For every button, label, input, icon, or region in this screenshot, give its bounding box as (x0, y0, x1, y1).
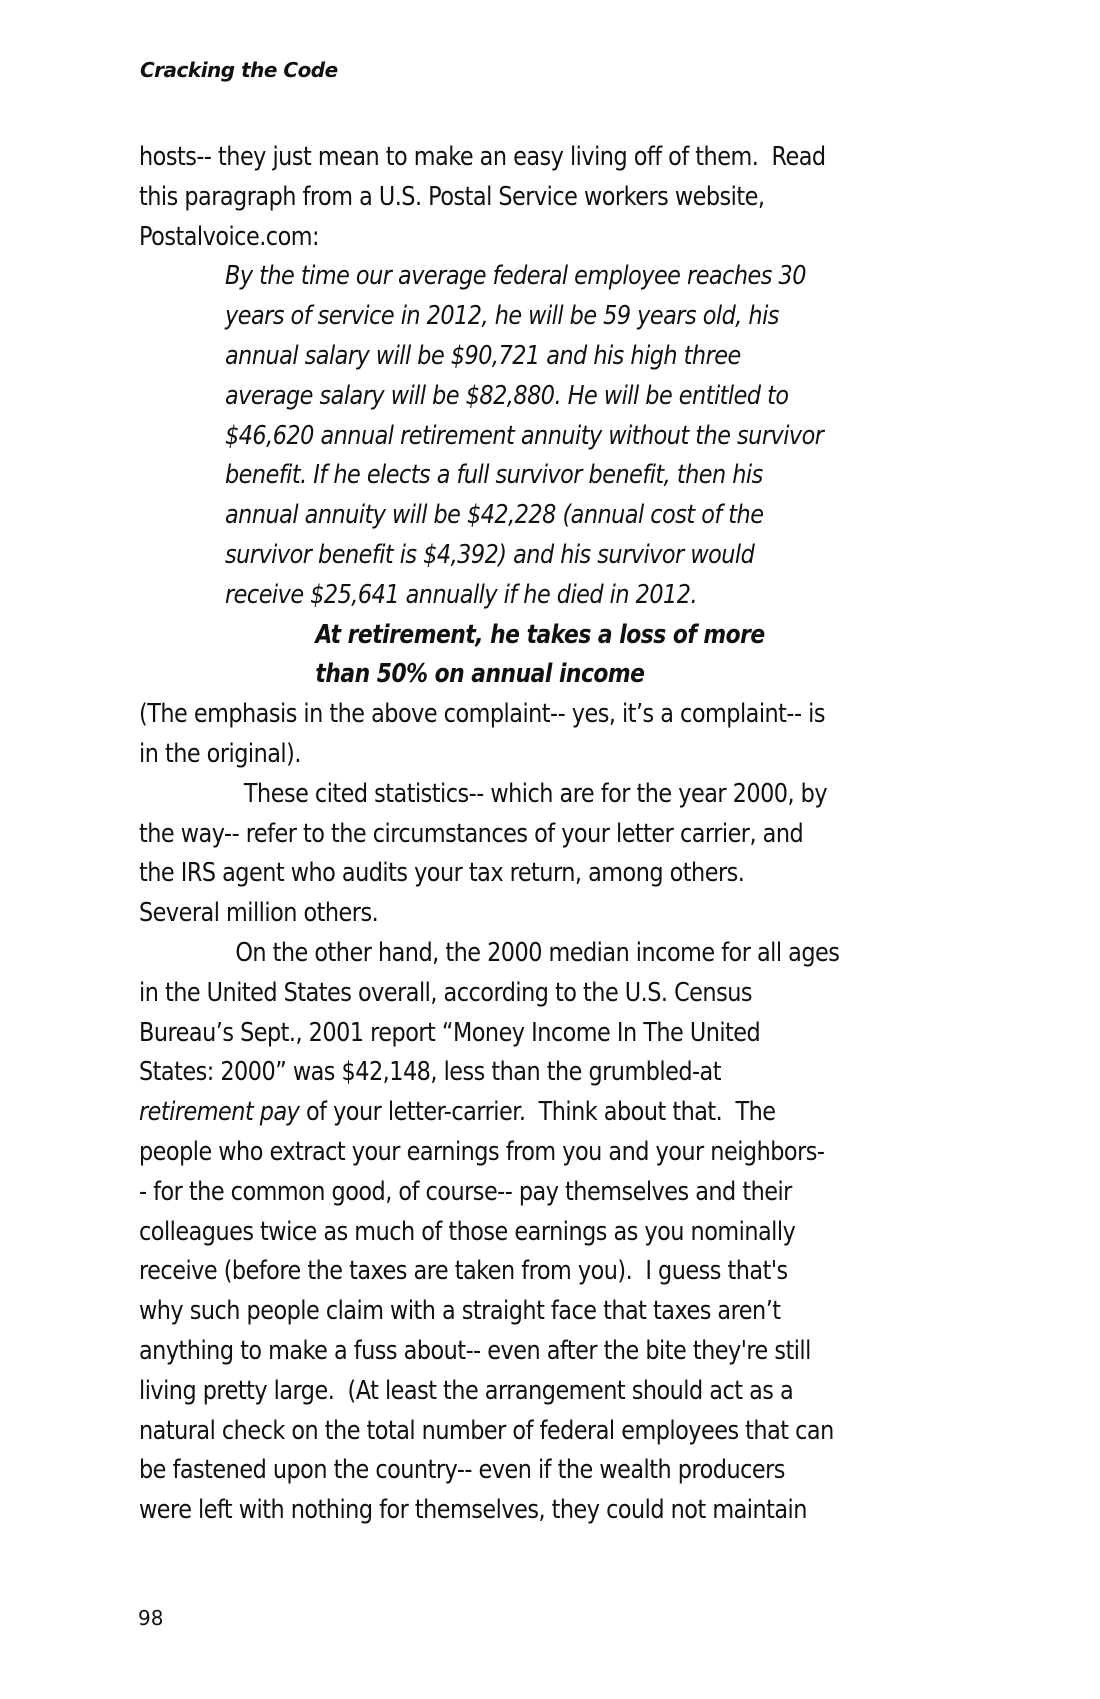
quote-line: years of service in 2012, he will be 59 years old, his (225, 301, 779, 332)
text-line: - for the common good, of course-- pay themselves and their (139, 1176, 792, 1207)
quote-line: average salary will be $82,880. He will be entitled to (225, 380, 789, 411)
italic-phrase: retirement pay (139, 1097, 300, 1128)
text-line: were left with nothing for themselves, they could not maintain (139, 1495, 807, 1526)
text-line: this paragraph from a U.S. Postal Service workers website, (139, 181, 765, 212)
text-line: States: 2000” was $42,148, less than the grumbled-at (139, 1057, 722, 1088)
text-line: be fastened upon the country-- even if the wealth producers (139, 1455, 785, 1486)
emphasis-line: At retirement, he takes a loss of more (315, 619, 765, 650)
quote-line: By the time our average federal employee reaches 30 (225, 261, 806, 292)
text-line: natural check on the total number of federal employees that can (139, 1415, 834, 1446)
quote-line: $46,620 annual retirement annuity without the survivor (225, 420, 824, 451)
text-line: These cited statistics-- which are for the year 2000, by (243, 778, 828, 809)
quote-line: receive $25,641 annually if he died in 2012. (225, 579, 698, 610)
quote-line: benefit. If he elects a full survivor benefit, then his (225, 460, 763, 491)
text-line: the IRS agent who audits your tax return, among others. (139, 858, 745, 889)
quote-line: survivor benefit is $4,392) and his survivor would (225, 539, 755, 570)
body-text (139, 138, 939, 1531)
text-line: On the other hand, the 2000 median income for all ages (235, 937, 840, 968)
text-fragment: of your letter-carrier. Think about that. The (299, 1097, 776, 1128)
text-line: receive (before the taxes are taken from you). I guess that's (139, 1256, 788, 1287)
text-line: (The emphasis in the above complaint-- yes, it’s a complaint-- is (139, 699, 825, 730)
text-line: the way-- refer to the circumstances of your letter carrier, and (139, 818, 804, 849)
text-line: Several million others. (139, 898, 379, 929)
text-line: living pretty large. (At least the arrangement should act as a (139, 1375, 794, 1406)
after-quote-paragraph (139, 695, 939, 775)
text-line: people who extract your earnings from you and your neighbors- (139, 1136, 825, 1167)
text-line: anything to make a fuss about-- even after the bite they're still (139, 1335, 811, 1366)
quote-line: annual salary will be $90,721 and his high three (225, 340, 741, 371)
text-line: Bureau’s Sept., 2001 report “Money Income In The United (139, 1017, 761, 1048)
text-line: hosts-- they just mean to make an easy living off of them. Read (139, 142, 826, 172)
median-income-paragraph (139, 934, 939, 1531)
statistics-paragraph (139, 775, 939, 934)
text-line: Postalvoice.com: (139, 221, 320, 252)
quote-line: annual annuity will be $42,228 (annual cost of the (225, 500, 764, 531)
page-number: 98 (138, 1606, 164, 1630)
text-line: colleagues twice as much of those earnings as you nominally (139, 1216, 796, 1247)
block-quote (139, 257, 939, 615)
emphasis-line: than 50% on annual income (315, 659, 645, 690)
quote-emphasis (139, 616, 939, 696)
text-line: why such people claim with a straight face that taxes aren’t (139, 1296, 781, 1327)
intro-paragraph (139, 138, 939, 257)
text-line (139, 1093, 827, 1133)
text-line: in the original). (139, 738, 301, 769)
running-header-title: Cracking the Code (140, 58, 338, 82)
text-line: in the United States overall, according to the U.S. Census (139, 977, 752, 1008)
